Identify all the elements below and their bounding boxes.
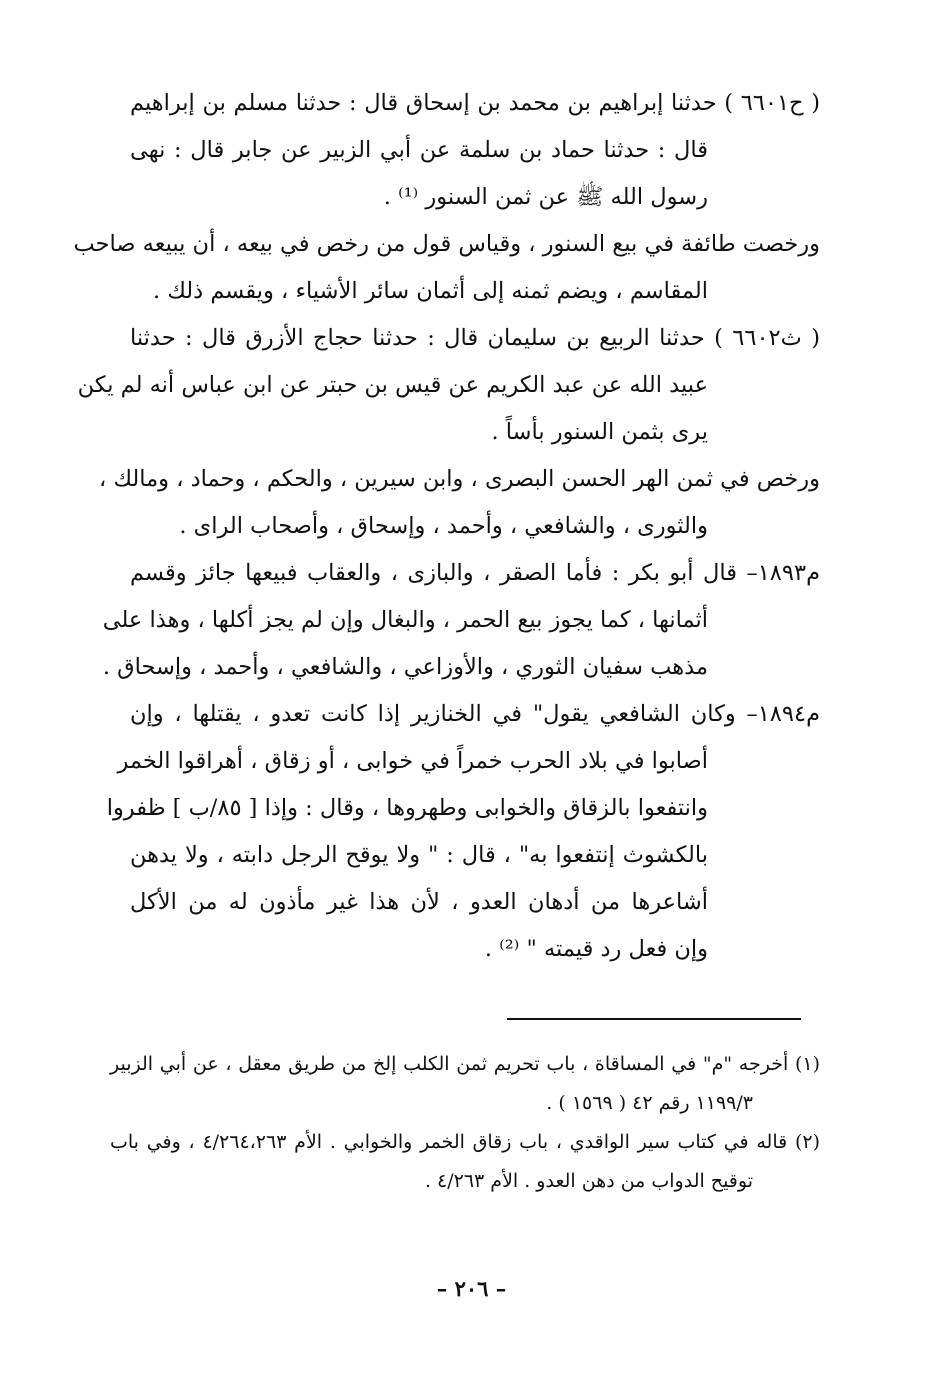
text-line: أثمانها ، كما يجوز بيع الحمر ، والبغال وإن لم يجز أكلها ، وهذا على bbox=[102, 607, 708, 633]
text-line: رسول الله ﷺ عن ثمن السنور ⁽¹⁾ . bbox=[383, 184, 708, 210]
text-line: عبيد الله عن عبد الكريم عن قيس بن حبتر عن ابن عباس أنه لم يكن bbox=[77, 372, 708, 398]
text-line: ورخصت طائفة في بيع السنور ، وقياس قول من رخص في بيعه ، أن يبيعه صاحب bbox=[73, 231, 820, 257]
text-line: المقاسم ، ويضم ثمنه إلى أثمان سائر الأشياء ، ويقسم ذلك . bbox=[153, 278, 708, 304]
text-line: بالكشوث إنتفعوا به" ، قال : " ولا يوقح الرجل دابته ، ولا يدهن bbox=[130, 842, 708, 868]
text-line: م١٨٩٤– وكان الشافعي يقول" في الخنازير إذا كانت تعدو ، يقتلها ، وإن bbox=[130, 701, 820, 727]
footnote-line: (٢) قاله في كتاب سير الواقدي ، باب زقاق الخمر والخوابي . الأم ٤/٢٦٤،٢٦٣ ، وفي باب bbox=[110, 1131, 821, 1153]
text-line: أشاعرها من أدهان العدو ، لأن هذا غير مأذون له من الأكل bbox=[130, 889, 708, 915]
footnote-separator bbox=[507, 1018, 801, 1020]
text-line: وانتفعوا بالزقاق والخوابى وطهروها ، وقال : وإذا [ ٨٥/ب ] ظفروا bbox=[106, 795, 708, 821]
text-line: م١٨٩٣– قال أبو بكر : فأما الصقر ، والبازى ، والعقاب فبيعها جائز وقسم bbox=[130, 560, 820, 586]
text-line: ورخص في ثمن الهر الحسن البصرى ، وابن سيرين ، والحكم ، وحماد ، ومالك ، bbox=[99, 466, 820, 492]
text-line: ( ح٦٦٠١ ) حدثنا إبراهيم بن محمد بن إسحاق قال : حدثنا مسلم بن إبراهيم bbox=[130, 90, 820, 116]
footnote-line: توقيح الدواب من دهن العدو . الأم ٤/٢٦٣ . bbox=[424, 1170, 753, 1192]
text-line: أصابوا في بلاد الحرب خمراً في خوابى ، أو زقاق ، أهراقوا الخمر bbox=[117, 748, 708, 774]
footnote-line: (١) أخرجه "م" في المساقاة ، باب تحريم ثمن الكلب إلخ من طريق معقل ، عن أبي الزبير bbox=[110, 1053, 820, 1075]
text-line: يرى بثمن السنور بأساً . bbox=[491, 419, 708, 445]
text-line: ( ث٦٦٠٢ ) حدثنا الربيع بن سليمان قال : حدثنا حجاج الأزرق قال : حدثنا bbox=[130, 325, 820, 351]
text-line: والثورى ، والشافعي ، وأحمد ، وإسحاق ، وأصحاب الراى . bbox=[179, 513, 708, 539]
text-line: وإن فعل رد قيمته " ⁽²⁾ . bbox=[484, 936, 708, 962]
text-line: قال : حدثنا حماد بن سلمة عن أبي الزبير عن جابر قال : نهى bbox=[130, 137, 708, 163]
text-line: مذهب سفيان الثوري ، والأوزاعي ، والشافعي ، وأحمد ، وإسحاق . bbox=[102, 654, 708, 680]
footnote-line: ١١٩٩/٣ رقم ٤٢ ( ١٥٦٩ ) . bbox=[546, 1092, 753, 1114]
page-number: – ٢٠٦ – bbox=[436, 1276, 507, 1301]
